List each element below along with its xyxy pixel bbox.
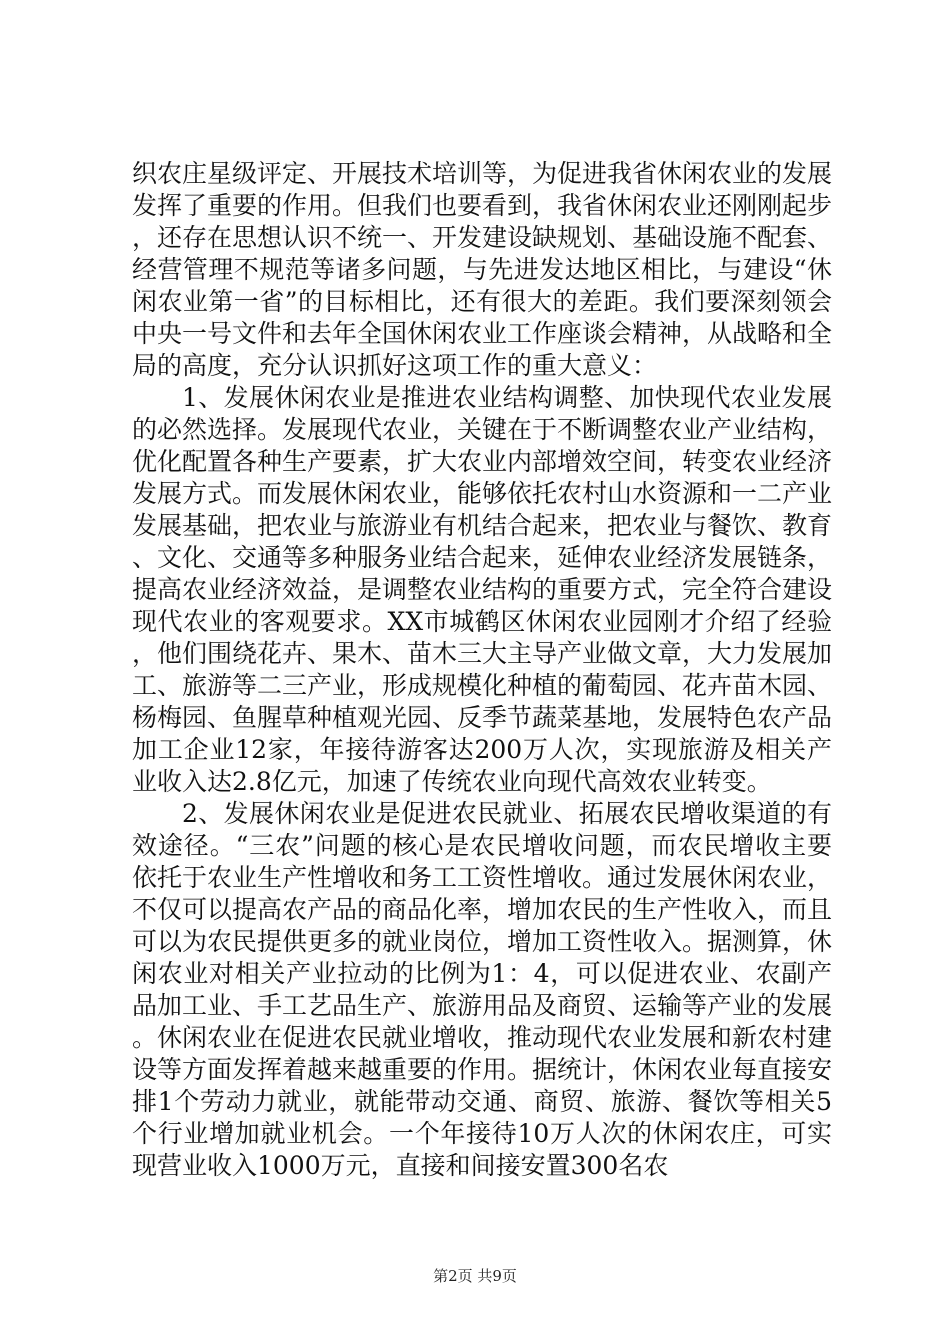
paragraph-point-1: 1、发展休闲农业是推进农业结构调整、加快现代农业发展的必然选择。发展现代农业，关键在于不断调整农业产业结构，优化配置各种生产要素，扩大农业内部增效空间，转变农业经济发展方式。而发展休闲农业，能够依托农村山水资源和一二产业发展基础，把农业与旅游业有机结合起来，把农业与餐饮、教育、文化、交通等多种服务业结合起来，延伸农业经济发展链条，提高农业经济效益，是调整农业结构的重要方式，完全符合建设现代农业的客观要求。XX市城鹤区休闲农业园刚才介绍了经验，他们围绕花卉、果木、苗木三大主导产业做文章，大力发展加工、旅游等二三产业，形成规模化种植的葡萄园、花卉苗木园、杨梅园、鱼腥草种植观光园、反季节蔬菜基地，发展特色农产品加工企业12家，年接待游客达200万人次，实现旅游及相关产业收入达2.8亿元，加速了传统农业向现代高效农业转变。	[132, 383, 833, 796]
paragraph-intro: 织农庄星级评定、开展技术培训等，为促进我省休闲农业的发展发挥了重要的作用。但我们也要看到，我省休闲农业还刚刚起步，还存在思想认识不统一、开发建设缺规划、基础设施不配套、经营管理不规范等诸多问题，与先进发达地区相比，与建设“休闲农业第一省”的目标相比，还有很大的差距。我们要深刻领会中央一号文件和去年全国休闲农业工作座谈会精神，从战略和全局的高度，充分认识抓好这项工作的重大意义：	[132, 159, 833, 380]
document-body	[132, 158, 832, 1182]
page-number-footer: 第2页 共9页	[433, 1267, 517, 1285]
paragraph-point-2: 2、发展休闲农业是促进农民就业、拓展农民增收渠道的有效途径。“三农”问题的核心是农民增收问题，而农民增收主要依托于农业生产性增收和务工工资性增收。通过发展休闲农业，不仅可以提高农产品的商品化率，增加农民的生产性收入，而且可以为农民提供更多的就业岗位，增加工资性收入。据测算，休闲农业对相关产业拉动的比例为1：4，可以促进农业、农副产品加工业、手工艺品生产、旅游用品及商贸、运输等产业的发展。休闲农业在促进农民就业增收，推动现代农业发展和新农村建设等方面发挥着越来越重要的作用。据统计，休闲农业每直接安排1个劳动力就业，就能带动交通、商贸、旅游、餐饮等相关5个行业增加就业机会。一个年接待10万人次的休闲农庄，可实现营业收入1000万元，直接和间接安置300名农	[132, 799, 833, 1180]
